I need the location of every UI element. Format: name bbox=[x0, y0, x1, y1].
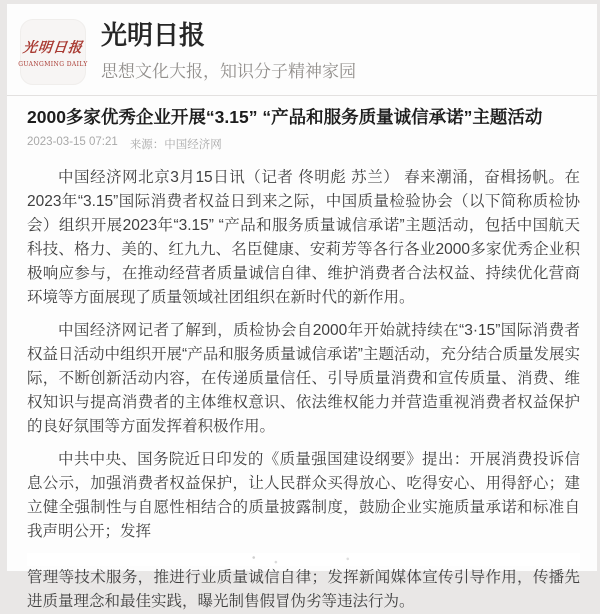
newspaper-logo[interactable] bbox=[20, 19, 86, 85]
article-date: 2023-03-15 07:21 bbox=[27, 135, 118, 148]
article-title: 2000多家优秀企业开展“3.15” “产品和服务质量诚信承诺”主题活动 bbox=[27, 107, 543, 127]
logo-calligraphy-text: 光明日报 bbox=[22, 39, 84, 56]
masthead-text bbox=[101, 22, 356, 83]
masthead bbox=[7, 4, 597, 96]
article bbox=[7, 96, 597, 614]
logo-caption: GUANGMING DAILY bbox=[18, 60, 88, 68]
article-paragraph: 管理等技术服务，推进行业质量诚信自律；发挥新闻媒体宣传引导作用，传播先进质量理念和最佳实践，曝光制售假冒伪劣等违法行为。 bbox=[27, 568, 580, 610]
article-meta bbox=[27, 136, 580, 152]
masthead-title[interactable]: 光明日报 bbox=[101, 20, 206, 50]
article-paragraph: 中国经济网北京3月15日讯（记者 佟明彪 苏兰） 春来潮涌，奋楫扬帆。在2023年“3.15”国际消费者权益日到来之际，中国质量检验协会（以下简称质检协会）组织开展2023年“3.15” “产品和服务质量诚信承诺”主题活动，包括中国航天科技、格力、美的、红九九、名臣健康、安莉芳等各行各业2000多家优秀企业积极响应参与，在推动经营者质量诚信自律、维护消费者合法权益、持续优化营商环境等方面展现了质量领域社团组织在新时代的新作用。 bbox=[27, 168, 580, 306]
article-source: 来源：中国经济网 bbox=[129, 138, 222, 151]
article-paragraph: 中共中央、国务院近日印发的《质量强国建设纲要》提出：开展消费投诉信息公示，加强消费者权益保护，让人民群众买得放心、吃得安心、用得舒心；建立健全强制性与自愿性相结合的质量披露制度，鼓励企业实施质量承诺和标准自我声明公开；发挥 bbox=[27, 450, 580, 540]
content-sheet bbox=[7, 4, 597, 610]
article-body bbox=[27, 166, 580, 614]
article-paragraph: 中国经济网记者了解到，质检协会自2000年开始就持续在“3·15”国际消费者权益日活动中组织开展“产品和服务质量诚信承诺”主题活动，充分结合质量发展实际，不断创新活动内容，在传递质量信任、引导质量消费和宣传质量、消费、维权知识与提高消费者的主体维权意识、依法维权能力并营造重视消费者权益保护的良好氛围等方面发挥着积极作用。 bbox=[27, 321, 580, 435]
stitch-seam bbox=[27, 553, 580, 566]
masthead-subtitle: 思想文化大报，知识分子精神家园 bbox=[101, 62, 356, 82]
